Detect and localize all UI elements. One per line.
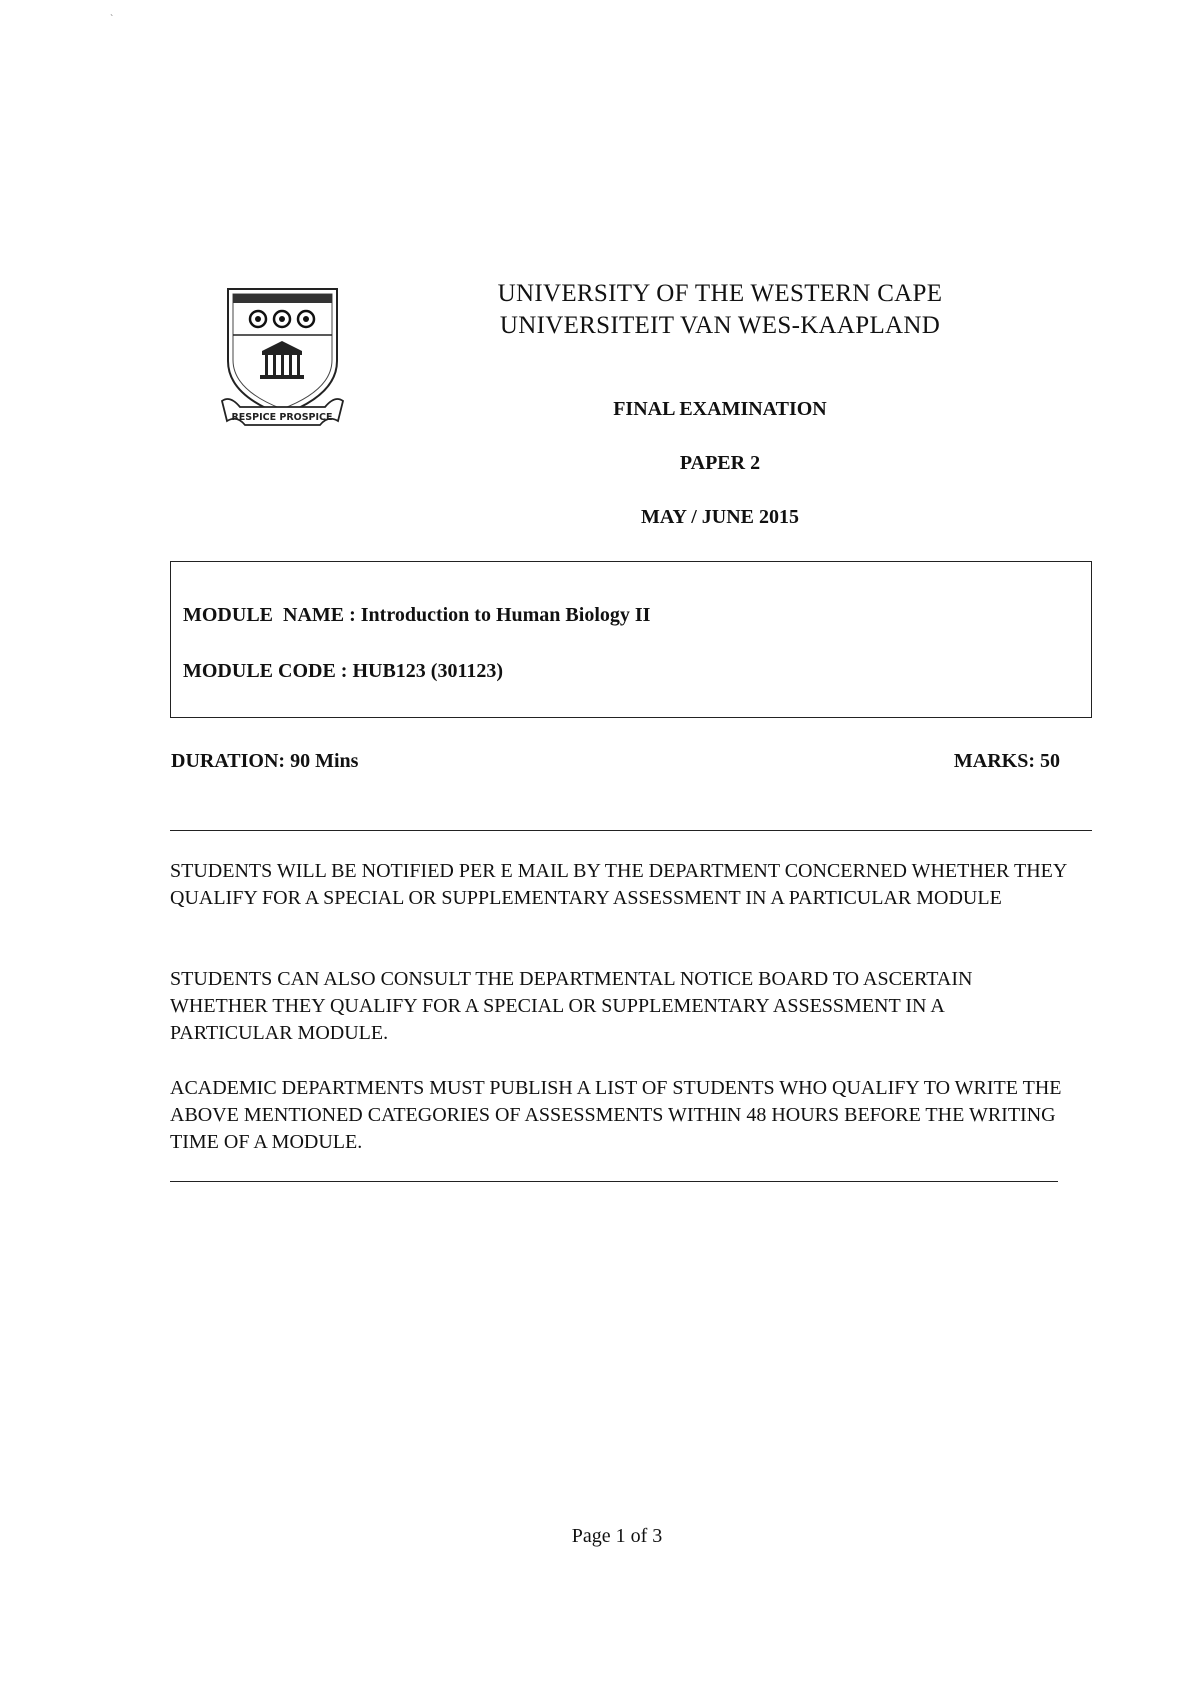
exam-type: FINAL EXAMINATION [613, 398, 827, 420]
svg-text:RESPICE PROSPICE: RESPICE PROSPICE [231, 412, 333, 423]
university-name-afrikaans: UNIVERSITEIT VAN WES-KAAPLAND [499, 312, 941, 339]
divider-top [170, 830, 1092, 831]
notice-paragraph: STUDENTS WILL BE NOTIFIED PER E MAIL BY THE DEPARTMENT CONCERNED WHETHER THEY QUALIFY FOR A SPECIAL OR SUPPLEMENTARY ASSESSMENT IN A PARTICULAR MODULE [170, 860, 1067, 909]
divider-bottom [170, 1181, 1058, 1182]
scan-mark: ` [110, 14, 114, 25]
exam-marks: MARKS: 50 [953, 750, 1060, 772]
paper-number: PAPER 2 [679, 452, 761, 474]
page-number: Page 1 of 3 [571, 1525, 663, 1547]
university-crest-icon [220, 283, 345, 433]
notice-paragraph: ACADEMIC DEPARTMENTS MUST PUBLISH A LIST OF STUDENTS WHO QUALIFY TO WRITE THE ABOVE MENTIONED CATEGORIES OF ASSESSMENTS WITHIN 48 HOURS BEFORE THE WRITING TIME OF A MODULE. [170, 1077, 1062, 1153]
exam-session: MAY / JUNE 2015 [641, 506, 799, 528]
notice-paragraph: STUDENTS CAN ALSO CONSULT THE DEPARTMENTAL NOTICE BOARD TO ASCERTAIN WHETHER THEY QUALIFY FOR A SPECIAL OR SUPPLEMENTARY ASSESSMENT IN A PARTICULAR MODULE. [170, 968, 973, 1044]
module-info-box [170, 561, 1092, 718]
university-name-english: UNIVERSITY OF THE WESTERN CAPE [497, 280, 943, 307]
module-name: MODULE NAME : Introduction to Human Biology II [183, 604, 651, 626]
module-code: MODULE CODE : HUB123 (301123) [183, 660, 503, 682]
exam-duration: DURATION: 90 Mins [171, 750, 359, 772]
